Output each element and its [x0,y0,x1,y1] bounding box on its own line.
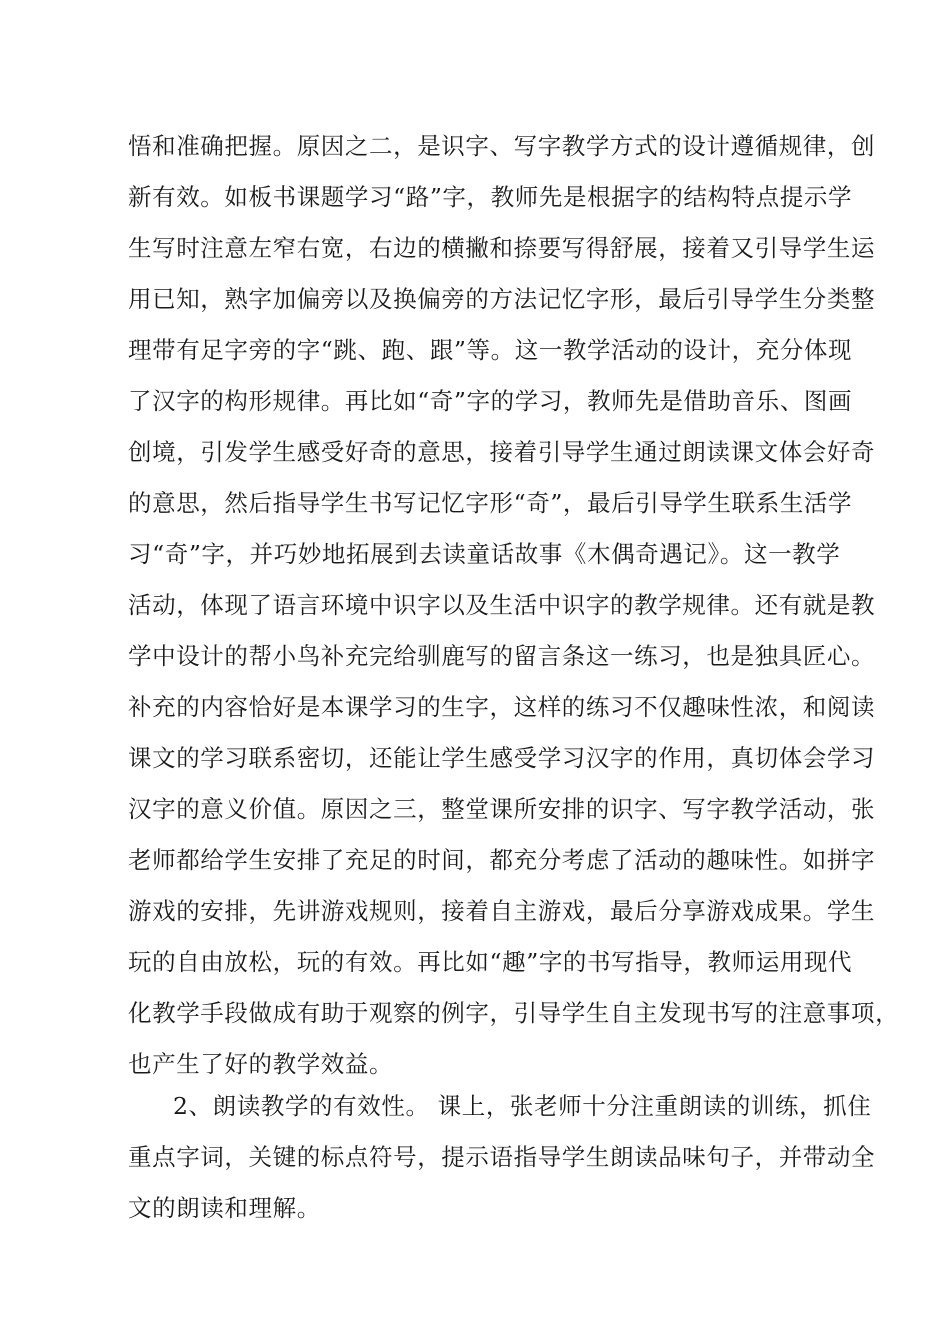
text-line: 补充的内容恰好是本课学习的生字，这样的练习不仅趣味性浓，和阅读 [128,693,876,721]
text-line: 汉字的意义价值。原因之三，整堂课所安排的识字、写字教学活动，张 [128,795,876,823]
text-line: 化教学手段做成有助于观察的例字，引导学生自主发现书写的注意事项， [128,999,900,1027]
text-line: 课文的学习联系密切，还能让学生感受学习汉字的作用，真切体会学习 [128,744,876,772]
text-line: 重点字词，关键的标点符号，提示语指导学生朗读品味句子，并带动全 [128,1143,876,1171]
text-line: 生写时注意左窄右宽，右边的横撇和捺要写得舒展，接着又引导学生运 [128,234,876,262]
text-line: 老师都给学生安排了充足的时间，都充分考虑了活动的趣味性。如拼字 [128,846,876,874]
text-line: 玩的自由放松，玩的有效。再比如“趣”字的书写指导，教师运用现代 [128,948,853,976]
text-line: 学中设计的帮小鸟补充完给驯鹿写的留言条这一练习，也是独具匠心。 [128,642,876,670]
text-line: 新有效。如板书课题学习“路”字，教师先是根据字的结构特点提示学 [128,183,853,211]
text-line: 了汉字的构形规律。再比如“奇”字的学习，教师先是借助音乐、图画 [128,387,853,415]
text-line: 习“奇”字，并巧妙地拓展到去读童话故事《木偶奇遇记》。这一教学 [128,540,841,568]
text-line: 文的朗读和理解。 [128,1194,321,1222]
text-line: 用已知，熟字加偏旁以及换偏旁的方法记忆字形，最后引导学生分类整 [128,285,876,313]
body-paragraph [128,121,900,1090]
text-line: 的意思，然后指导学生书写记忆字形“奇”，最后引导学生联系生活学 [128,489,853,517]
text-line: 悟和准确把握。原因之二，是识字、写字教学方式的设计遵循规律，创 [128,132,876,160]
text-line: 活动，体现了语言环境中识字以及生活中识字的教学规律。还有就是教 [128,591,876,619]
text-line: 游戏的安排，先讲游戏规则，接着自主游戏，最后分享游戏成果。学生 [128,897,876,925]
body-paragraph [128,1081,876,1234]
text-line: 也产生了好的教学效益。 [128,1050,394,1078]
text-line: 理带有足字旁的字“跳、跑、跟”等。这一教学活动的设计，充分体现 [128,336,853,364]
text-line: 2、朗读教学的有效性。 课上，张老师十分注重朗读的训练，抓住 [173,1092,872,1120]
text-line: 创境，引发学生感受好奇的意思，接着引导学生通过朗读课文体会好奇 [128,438,876,466]
